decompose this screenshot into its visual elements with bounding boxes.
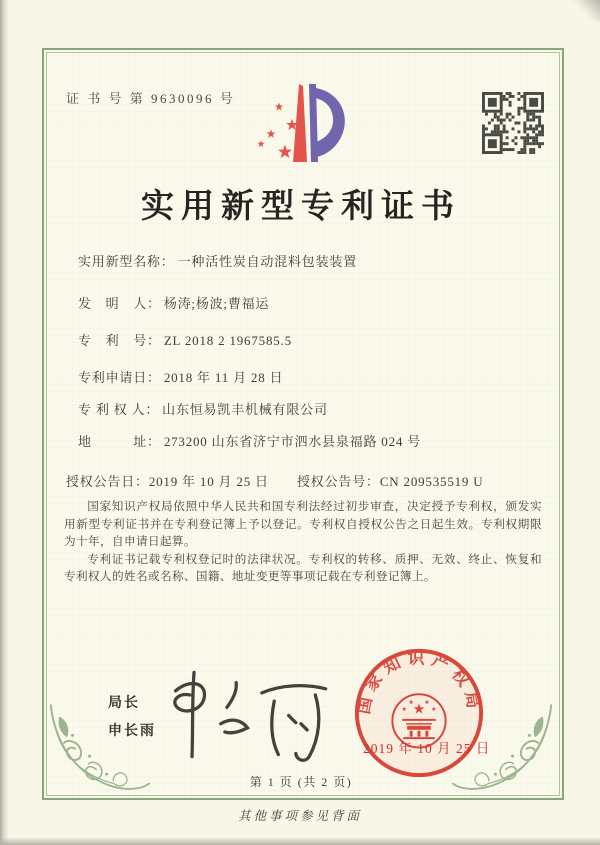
field-address [78, 431, 421, 450]
field-value: 一种活性炭自动混料包装装置 [177, 254, 358, 269]
grant-date-value: 2019 年 10 月 25 日 [148, 474, 269, 489]
legal-paragraph-2: 专利证书记载专利权登记时的法律状况。专利权的转移、质押、无效、终止、恢复和专利权人的姓名或名称、国籍、地址变更等事项记载在专利登记簿上。 [64, 552, 542, 584]
back-side-note: 其他事项参见背面 [237, 809, 362, 823]
seal-arc-text: 国家知识产权局 [353, 648, 485, 716]
official-seal [350, 644, 491, 782]
signature-shen-changyu [155, 666, 340, 764]
grant-date-label: 授权公告日： [66, 474, 149, 489]
field-value: 山东恒易凯丰机械有限公司 [162, 402, 328, 417]
scan-edge-left [0, 0, 9, 845]
seal-date: 2019 年 10 月 25 日 [363, 741, 491, 756]
legal-text [64, 498, 542, 586]
field-value: 杨涛;杨波;曹福运 [163, 296, 270, 311]
field-label: 专 利 权 人： [78, 402, 160, 417]
field-value: ZL 2018 2 1967585.5 [163, 333, 292, 348]
field-patentee [78, 399, 328, 418]
qr-code [482, 92, 544, 154]
commissioner-name: 申长雨 [108, 722, 156, 738]
grant-number-value: CN 209535519 U [379, 474, 484, 489]
certificate-number: 证 书 号 第 9630096 号 [66, 91, 236, 106]
field-inventors [78, 293, 269, 312]
field-grant-row [66, 471, 546, 490]
field-label: 实用新型名称： [78, 254, 175, 269]
field-label: 专利申请日： [78, 370, 161, 385]
legal-paragraph-1: 国家知识产权局依照中华人民共和国专利法经过初步审查，决定授予专利权，颁发实用新型专利证书并在专利登记簿上予以登记。专利权自授权公告之日起生效。专利权期限为十年，自申请日起算。 [64, 500, 542, 549]
field-utility-model-name [78, 251, 357, 270]
field-label: 专 利 号： [78, 333, 161, 348]
scan-edge-corner [570, 0, 600, 22]
page-number: 第 1 页 (共 2 页) [249, 775, 353, 789]
cnipa-logo-icon [246, 80, 352, 170]
field-label: 发 明 人： [78, 296, 161, 311]
commissioner-block [108, 688, 156, 744]
grant-number-label: 授权公告号： [297, 474, 380, 489]
scan-edge-bottom [0, 837, 600, 845]
field-value: 2018 年 11 月 28 日 [163, 370, 284, 385]
field-application-date [78, 367, 283, 386]
field-patent-number [78, 330, 292, 349]
field-value: 273200 山东省济宁市泗水县泉福路 024 号 [163, 434, 422, 449]
commissioner-title: 局长 [108, 694, 140, 710]
field-label: 地 址： [78, 434, 161, 449]
certificate-title: 实用新型专利证书 [141, 189, 461, 225]
